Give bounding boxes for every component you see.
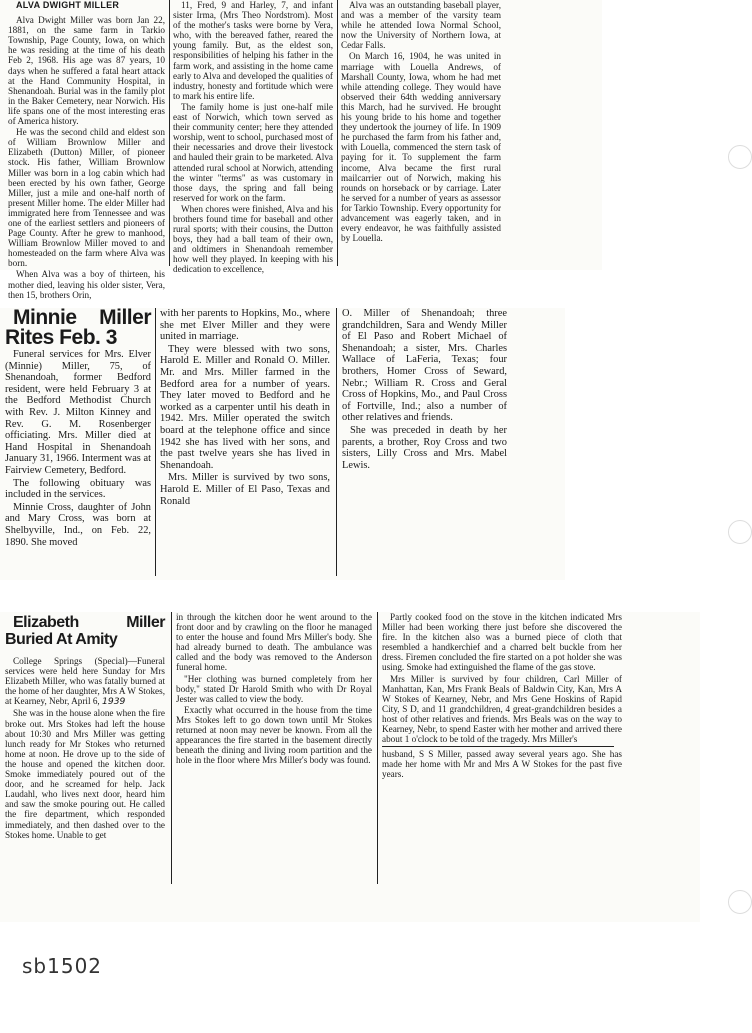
column-rule: [336, 308, 337, 576]
alva-column-2: [173, 0, 333, 276]
alva-column-3: [341, 0, 501, 244]
elizabeth-paragraph: She was in the house alone when the fire broke out. Mrs Stokes had left the house about 10:30 and Mrs Miller was getting lunch ready for Mr Stokes who returned home at noon. He drove up to the side of the house and opened the kitchen door. Smoke immediately poured out of the door, and he screamed for help. Jack Laudahl, who lives next door, heard him and saw the smoke pouring out. He called the fire department, which responded immediately, and then dashed over to the Stokes home. Unable to get: [5, 708, 165, 840]
clipping-minnie-miller: [0, 308, 565, 580]
alva-paragraph: When Alva was a boy of thirteen, his mother died, leaving his older sister, Vera, then 15, brothers Orin,: [8, 269, 165, 300]
minnie-column-1: [5, 308, 151, 549]
handwritten-year: 1939: [102, 696, 126, 708]
minnie-paragraph: Funeral services for Mrs. Elver (Minnie) Miller, 75, of Shenandoah, former Bedford resident, were held February 3 at the Bedford Methodist Church with Rev. J. Milton Kinney and Rev. G. M. Rosenberger officiating. Mrs. Miller died at Hand Hospital in Shenandoah January 31, 1966. Interment was at Fairview Cemetery, Bedford.: [5, 349, 151, 476]
elizabeth-lead: College Springs (Special)—Funeral services were held here Sunday for Mrs Elizabeth Miller, who was fatally burned at the home of her daughter, Mrs A W Stokes, at Kearney, Nebr, April 6,: [5, 656, 165, 707]
elizabeth-paragraph: Exactly what occurred in the house from the time Mrs Stokes left to go down town until Mr Stokes returned at noon may never be known. From all the appearances the fire started in the basement directly beneath the dining and living room partition and the hole in the floor where Mrs Miller's body was found.: [176, 704, 372, 766]
alva-paragraph: Alva was an outstanding baseball player, and was a member of the varsity team while he attended Iowa Normal School, now the University of Northern Iowa, at Cedar Falls.: [341, 0, 501, 51]
alva-paragraph: On March 16, 1904, he was united in marriage with Louella Andrews, of Marshall County, Iowa, whom he had met while attending college. They would have observed their 64th wedding anniversary this March, had he survived. He brought his young bride to his home and together they undertook the journey of life. In 1909 he purchased the farm from his father and, with Louella, commenced the stern task of paying for it. To supplement the farm income, Alva became the first rural mailcarrier out of Norwich, making his rounds on horseback or by carriage. Later he served for a number of years as assessor for Tarkio Township. Every opportunity for advancement was eagerly taken, and in every endeavor, he was faithfully assisted by Louella.: [341, 51, 501, 244]
alva-title: ALVA DWIGHT MILLER: [16, 0, 120, 10]
column-rule: [171, 612, 172, 884]
elizabeth-paragraph: husband, S S Miller, passed away several years ago. She has made her home with Mr and Mrs A W Stokes for the past five years.: [382, 749, 622, 780]
elizabeth-column-1: [5, 614, 165, 841]
punch-hole: [728, 520, 752, 544]
continuation-rule: [382, 746, 614, 747]
alva-paragraph: He was the second child and eldest son of William Brownlow Miller and Elizabeth (Dutton) Miller, of pioneer stock. His father, William Brownlow Miller was born in a log cabin which had been erected by his own father, George Miller, just a mile and one-half north of present Miller home. The elder Miller had immigrated here from Tennessee and was one of the earliest settlers and pioneers of Page County. After he grew to manhood, William Brownlow Miller moved to and homesteaded on the farm where Alva was born.: [8, 127, 165, 269]
minnie-column-3: [342, 308, 507, 472]
elizabeth-paragraph: Mrs Miller is survived by four children, Carl Miller of Manhattan, Kan, Mrs Frank Beals of Baldwin City, Kan, Mrs A W Stokes of Kearney, Nebr, and Mrs Gene Hoskins of Rapid City, S D, and 11 grandchildren, 4 great-grandchildren besides a host of other relatives and friends. Mrs Beals was on the way to Kearney, Nebr, to spend Easter with her mother and arrived there about 1 o'clock to be told of the tragedy. Mrs Miller's: [382, 673, 622, 745]
minnie-paragraph: Minnie Cross, daughter of John and Mary Cross, was born at Shelbyville, Ind., on Feb. 22, 1890. She moved: [5, 501, 151, 548]
elizabeth-paragraph: Partly cooked food on the stove in the kitchen indicated Mrs Miller had been working there just before she discovered the fire. In the kitchen also was a burned piece of cloth that resembled a handkerchief and a charred belt buckle from her dress. Firemen concluded the fire started on a pot holder she was using. Smoke had extinguished the flame of the gas stove.: [382, 612, 622, 673]
elizabeth-column-3: [382, 612, 622, 781]
minnie-paragraph: Mrs. Miller is survived by two sons, Harold E. Miller of El Paso, Texas and Ronald: [160, 472, 330, 507]
alva-paragraph: When chores were finished, Alva and his brothers found time for baseball and other rural sports; with their cousins, the Dutton boys, they had a ball team of their own, and oldtimers in Shenandoah remember how well they played. In keeping with his dedication to excellence,: [173, 203, 333, 275]
elizabeth-paragraph: in through the kitchen door he went around to the front door and by crawling on the floor he managed to enter the house and found Mrs Miller's body. She had already burned to death. The ambulance was called and the body was removed to the Anderson funeral home.: [176, 612, 372, 673]
punch-hole: [728, 890, 752, 914]
minnie-headline: Minnie Miller Rites Feb. 3: [5, 306, 151, 349]
punch-hole: [728, 145, 752, 169]
elizabeth-headline: Elizabeth Miller Buried At Amity: [5, 614, 165, 648]
minnie-paragraph: with her parents to Hopkins, Mo., where she met Elver Miller and they were united in marriage.: [160, 308, 330, 343]
handwritten-catalog-mark: sb1502: [22, 954, 103, 978]
column-rule: [377, 612, 378, 884]
minnie-paragraph: The following obituary was included in the services.: [5, 477, 151, 501]
alva-column-1: [8, 0, 165, 301]
minnie-paragraph: O. Miller of Shenandoah; three grandchildren, Sara and Wendy Miller of El Paso and Robert Michael of Shenandoah; a sister, Mrs. Charles Wallace of LaFeria, Texas; four brothers, Homer Cross of Seward, Nebr.; William R. Cross and Geral Cross of Hopkins, Mo., and Paul Cross of Fortville, Ind.; also a number of other relatives and friends.: [342, 308, 507, 424]
alva-paragraph: Alva Dwight Miller was born Jan 22, 1881, on the same farm in Tarkio Township, Page County, Iowa, on which he was residing at the time of his death Feb 2, 1968. His age was 87 years, 10 days when he suffered a fatal heart attack at the Hand Community Hospital, in Shenandoah. Burial was in the family plot in the Baker Cemetery, near Norwich. His life spans one of the most interesting eras of America history.: [8, 15, 165, 127]
column-rule: [337, 0, 338, 266]
minnie-paragraph: They were blessed with two sons, Harold E. Miller and Ronald O. Miller. Mr. and Mrs. Miller farmed in the Bedford area for a number of years. They later moved to Bedford and he worked as a carpenter until his death in 1942. Mrs. Miller operated the switch board at the telephone office and since 1942 she has lived with her sons, and the past twelve years she has lived in Shenandoah.: [160, 343, 330, 471]
elizabeth-paragraph: [5, 656, 165, 707]
clipping-elizabeth-miller: [0, 612, 700, 922]
clipping-alva-dwight-miller: [0, 0, 602, 300]
elizabeth-paragraph: "Her clothing was burned completely from her body," stated Dr Harold Smith who with Dr Royal Jester was called to view the body.: [176, 673, 372, 704]
alva-paragraph: 11, Fred, 9 and Harley, 7, and infant sister Irma, (Mrs Theo Nordstrom). Most of the mother's tasks were borne by Vera, who, with the bereaved father, reared the young family. But, as the eldest son, responsibilities of helping his father in the farm work, and assisting in the home came early to Alva and developed the qualities of industry, honesty and fortitude which were to mark his entire life.: [173, 0, 333, 101]
column-rule: [155, 308, 156, 576]
elizabeth-column-2: [176, 612, 372, 766]
minnie-paragraph: She was preceded in death by her parents, a brother, Roy Cross and two sisters, Lilly Cross and Mrs. Mabel Lewis.: [342, 424, 507, 471]
minnie-column-2: [160, 308, 330, 508]
alva-paragraph: The family home is just one-half mile east of Norwich, which town served as their community center; here they attended worship, went to school, purchased most of their necessaries and drove their livestock and hauled their grain to be marketed. Alva attended rural school at Norwich, attending the winter "terms" as was customary in those days, the spring and fall being reserved for work on the farm.: [173, 101, 333, 203]
column-rule: [169, 0, 170, 266]
